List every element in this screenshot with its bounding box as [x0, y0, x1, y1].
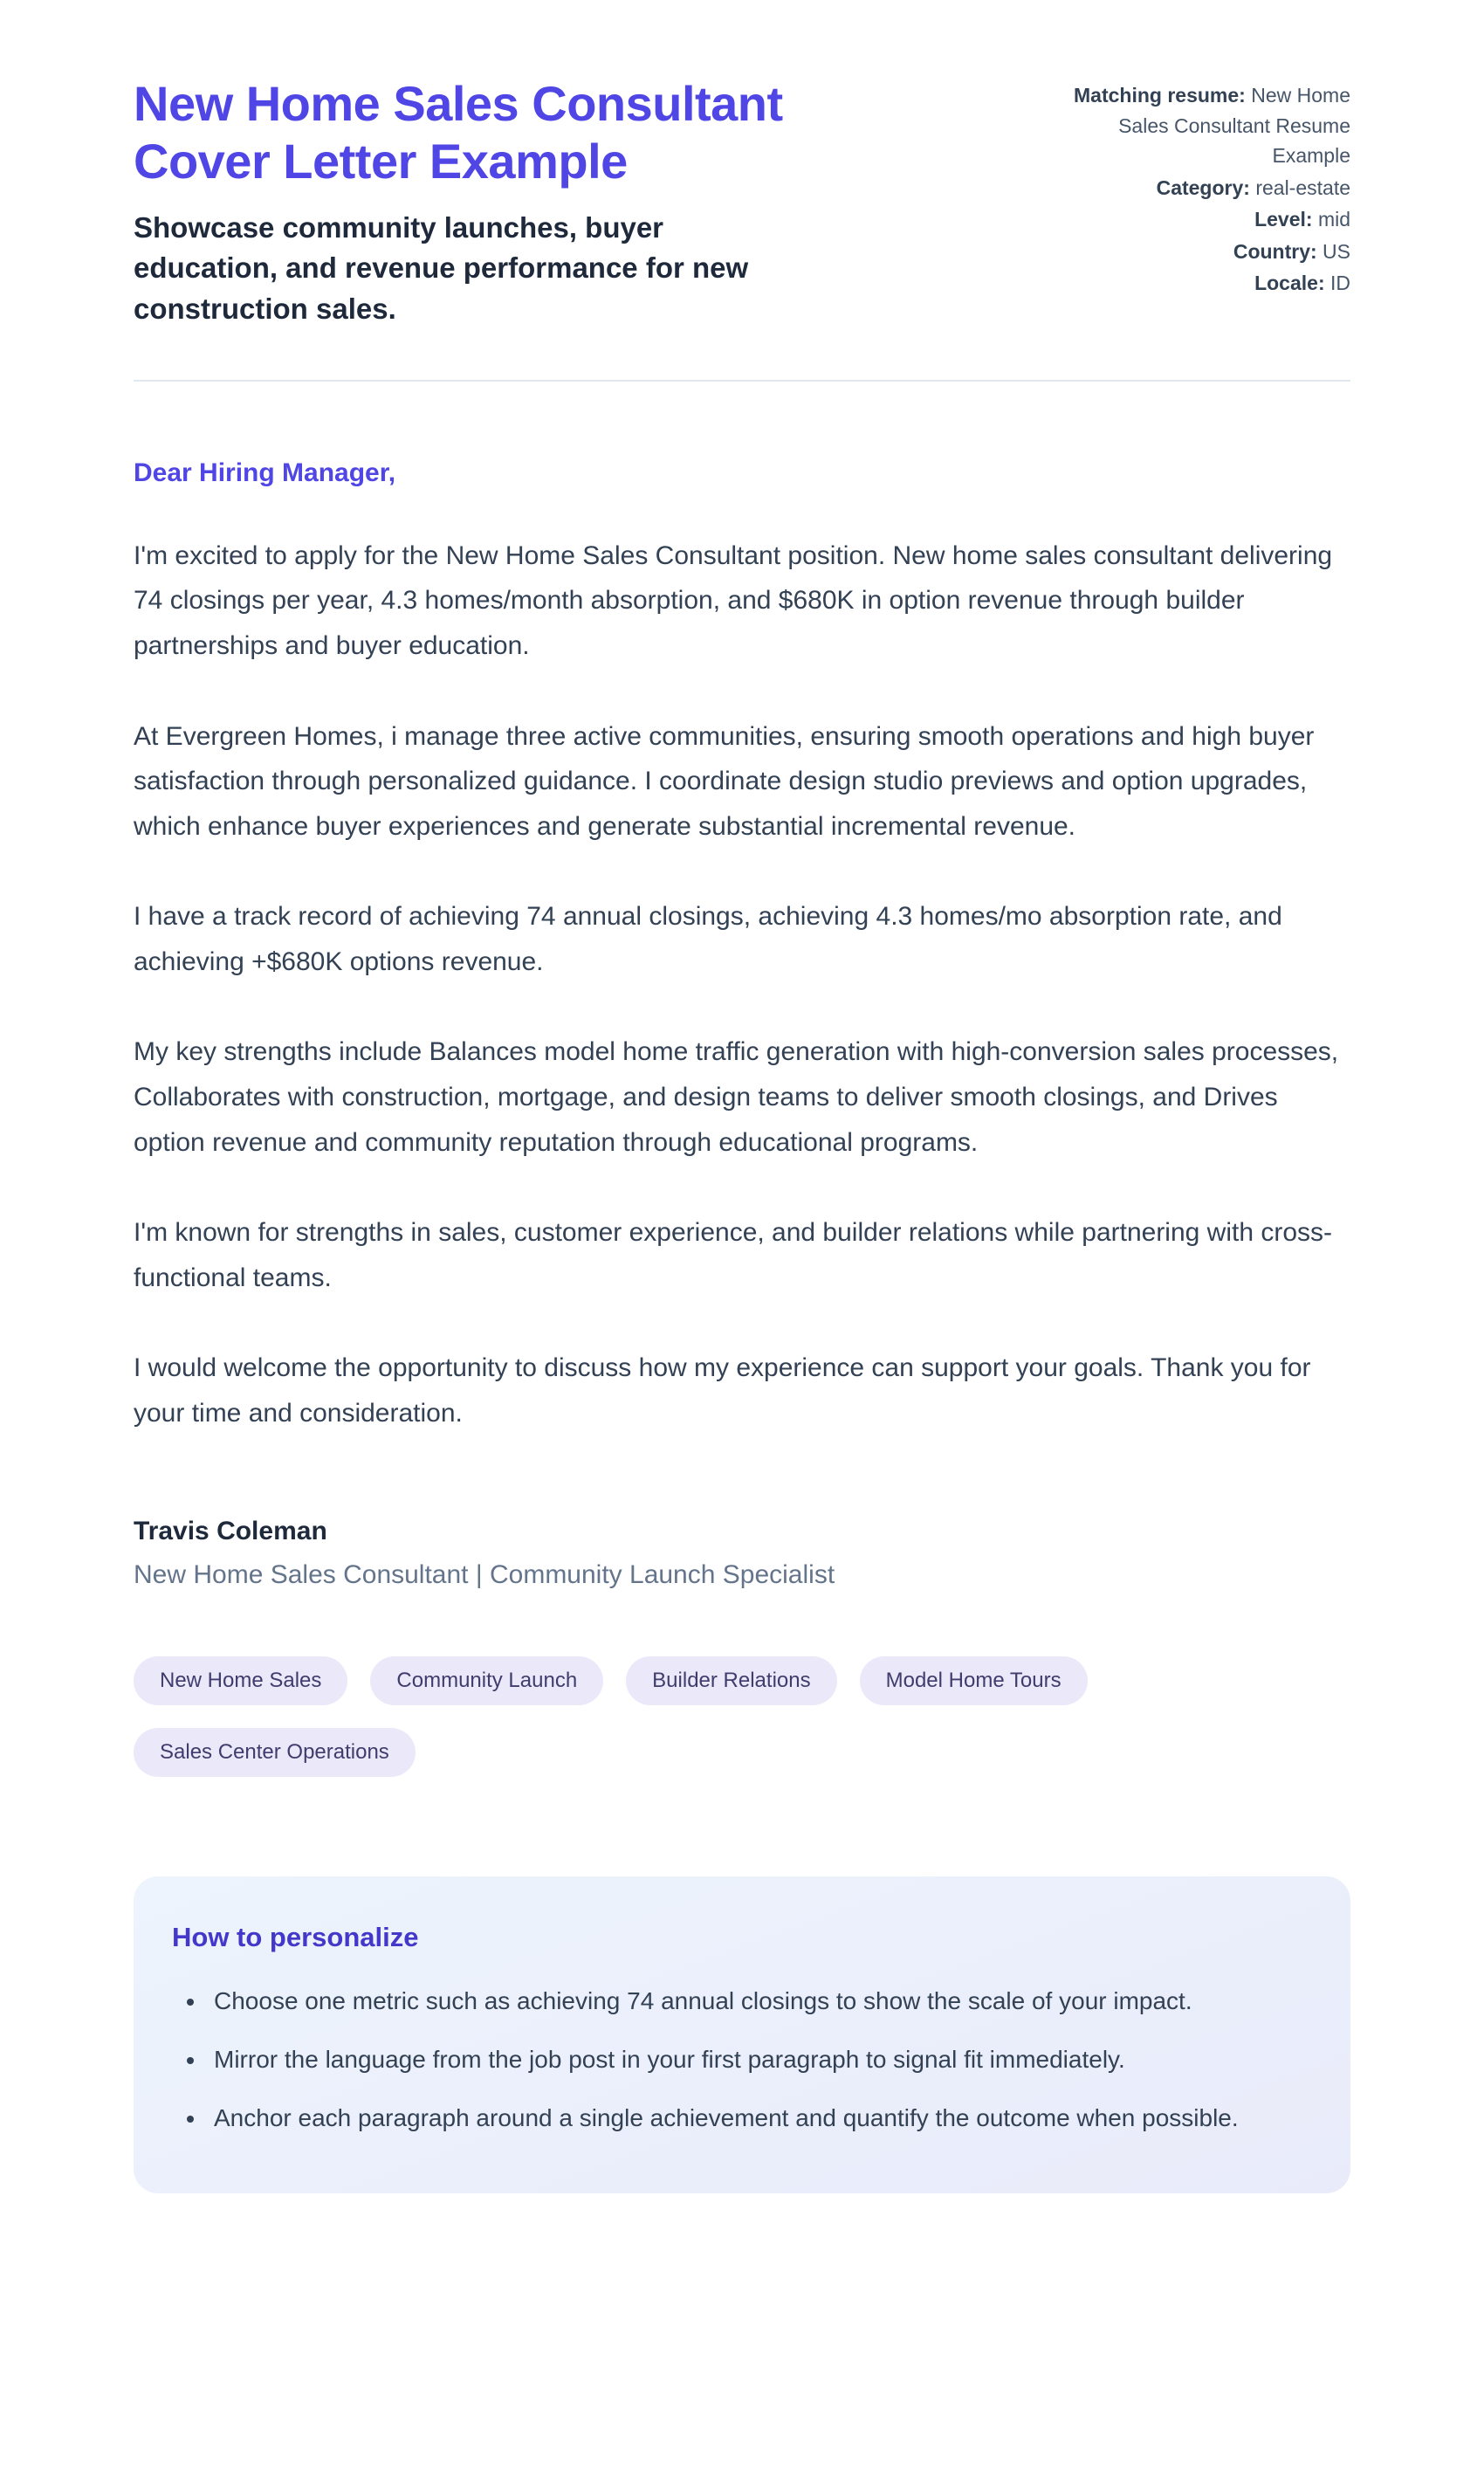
letter-paragraph: At Evergreen Homes, i manage three active communities, ensuring smooth operations and high buyer satisfaction through personalized guidance. I coordinate design studio previews and option upgrades, which enhance buyer experiences and generate substantial incremental revenue.	[134, 721, 1315, 841]
letter-paragraph: I'm known for strengths in sales, customer experience, and builder relations while partnering with cross-functional teams.	[134, 1218, 1333, 1292]
personalize-tip: • Mirror the language from the job post in your first paragraph to signal fit immediately.	[207, 2038, 1302, 2081]
meta-row	[1062, 80, 1350, 171]
skill-tag: Model Home Tours	[860, 1656, 1088, 1705]
meta-value: ID	[1330, 272, 1350, 294]
meta-label: Category:	[1156, 176, 1250, 199]
skill-tag: Community Launch	[370, 1656, 603, 1705]
meta-row	[1062, 173, 1350, 203]
meta-value: US	[1323, 239, 1350, 263]
meta-value: mid	[1317, 208, 1350, 231]
meta-row	[1062, 237, 1350, 267]
meta-row	[1062, 204, 1350, 235]
meta-value: real-estate	[1255, 176, 1350, 199]
page-header	[134, 75, 1350, 329]
letter-paragraph: I would welcome the opportunity to discuss how my experience can support your goals. Thank you for your time and consideration.	[134, 1353, 1311, 1428]
skill-tag: New Home Sales	[134, 1656, 347, 1705]
signature-title: New Home Sales Consultant | Community Launch Specialist	[134, 1559, 835, 1589]
personalize-tip: • Anchor each paragraph around a single achievement and quantify the outcome when possible.	[207, 2096, 1302, 2139]
page-subtitle: Showcase community launches, buyer education, and revenue performance for new construction sales.	[134, 211, 749, 325]
personalize-title: How to personalize	[172, 1921, 419, 1952]
meta-label: Level:	[1254, 208, 1313, 231]
letter-paragraphs	[134, 533, 1350, 1436]
cover-letter-page	[134, 0, 1350, 2193]
skill-tag: Sales Center Operations	[134, 1728, 416, 1777]
resume-meta	[1062, 75, 1350, 300]
meta-label: Matching resume:	[1074, 84, 1246, 107]
skill-tags	[134, 1656, 1350, 1777]
cover-letter-body	[134, 458, 1350, 1590]
personalize-callout	[134, 1876, 1350, 2193]
page-title: New Home Sales Consultant Cover Letter Example	[134, 76, 783, 189]
meta-label: Country:	[1233, 239, 1317, 263]
meta-value: New Home Sales Consultant Resume Example	[1118, 84, 1350, 167]
personalize-tip: • Choose one metric such as achieving 74 annual closings to show the scale of your impact.	[207, 1979, 1302, 2022]
skill-tag: Builder Relations	[626, 1656, 836, 1705]
header-title-block	[134, 75, 919, 329]
meta-row	[1062, 268, 1350, 299]
personalize-tips	[172, 1979, 1302, 2139]
meta-label: Locale:	[1254, 272, 1325, 294]
letter-paragraph: I'm excited to apply for the New Home Sales Consultant position. New home sales consultant delivering 74 closings per year, 4.3 homes/month absorption, and $680K in option revenue through builder partnerships and buyer education.	[134, 540, 1333, 660]
salutation: Dear Hiring Manager,	[134, 458, 396, 487]
letter-paragraph: My key strengths include Balances model home traffic generation with high-conversion sales processes, Collaborates with construction, mortgage, and design teams to deliver smooth closings, and Drives option revenue and community reputation through educational programs.	[134, 1037, 1339, 1157]
letter-paragraph: I have a track record of achieving 74 annual closings, achieving 4.3 homes/mo absorption rate, and achieving +$680K options revenue.	[134, 902, 1282, 976]
signature-name: Travis Coleman	[134, 1516, 327, 1545]
header-divider	[134, 380, 1350, 382]
